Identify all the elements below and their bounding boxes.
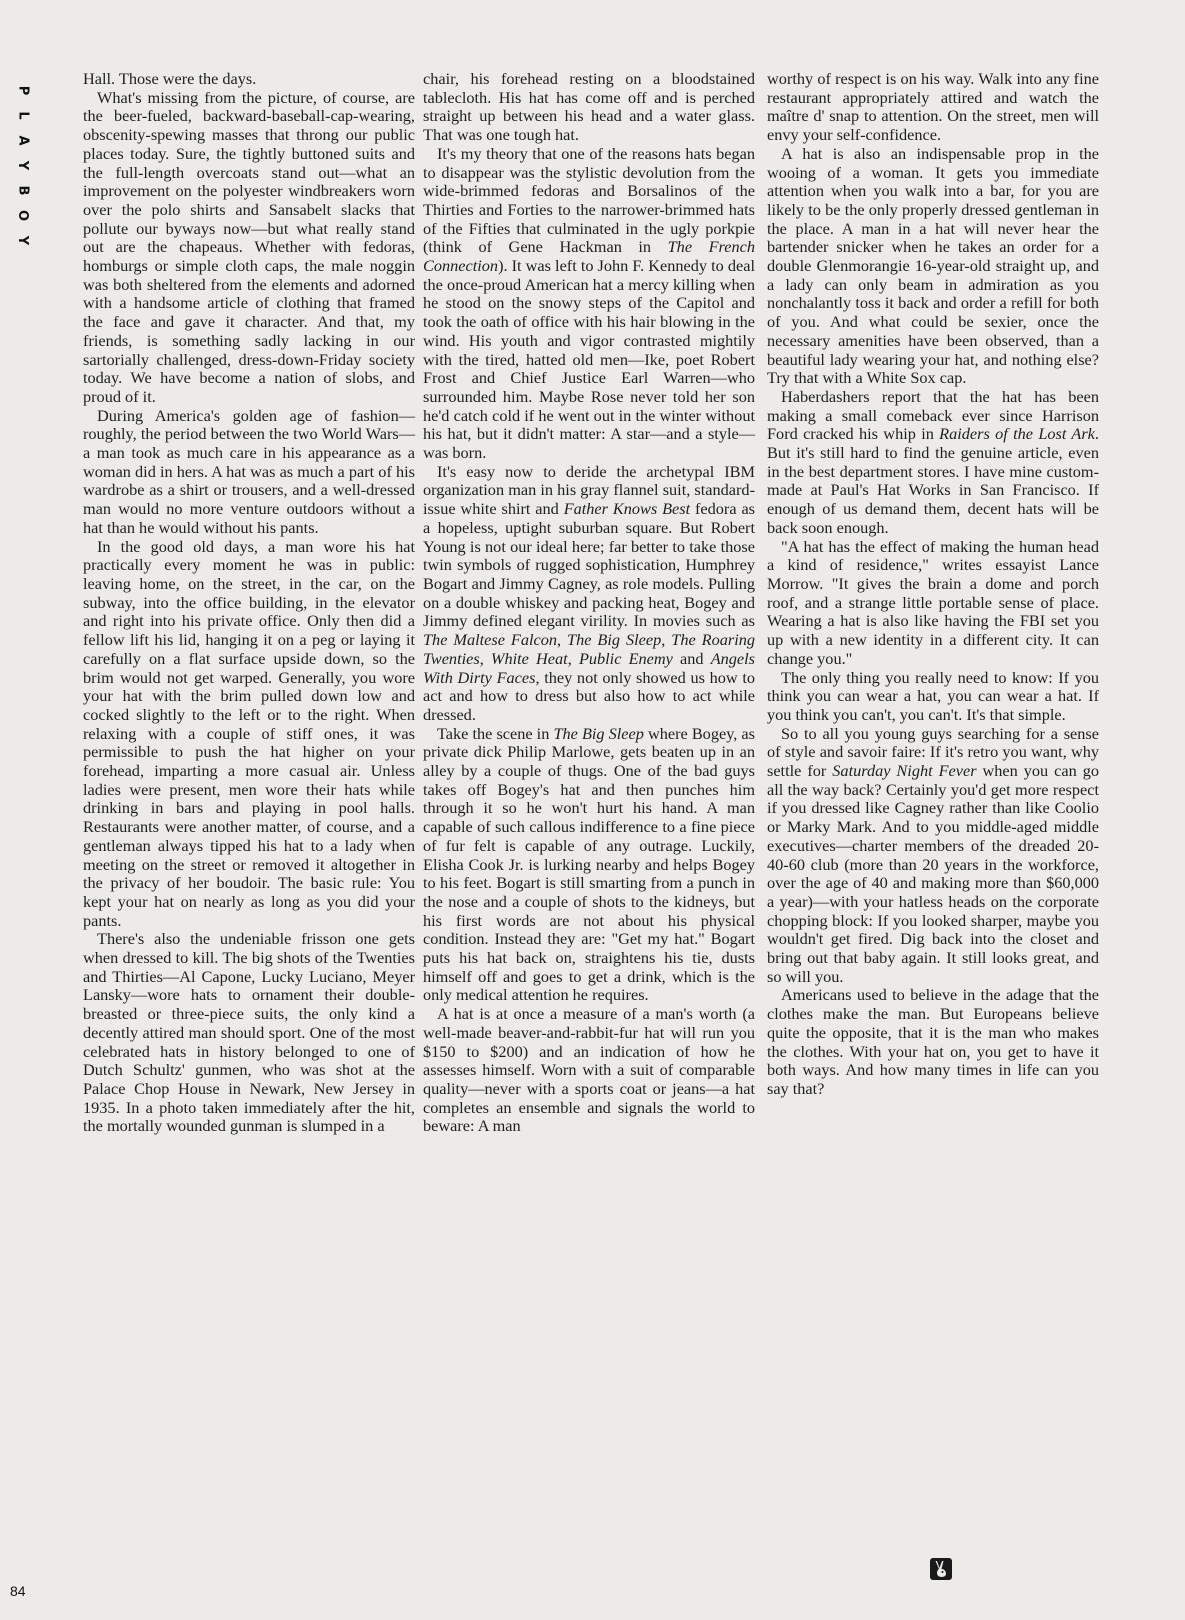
text-run: During America's golden age of fashion—roughly, the period between the two World Wars—a man took as much care in his appearance as a woman did in hers. A hat was as much a part of his wardrobe as a shirt or trousers, and a well-dressed man would no more venture outdoors without a hat than he would without his pants.: [83, 405, 415, 537]
italic-title: The Roaring Twenties: [423, 630, 756, 668]
italic-title: The Maltese Falcon: [423, 630, 557, 650]
italic-title: Public Enemy: [578, 648, 673, 668]
text-column-3: [767, 70, 1099, 1099]
italic-title: The French Connection: [423, 237, 756, 276]
article-paragraph: [767, 388, 1099, 538]
italic-title: Raiders of the Lost Ark: [939, 424, 1095, 444]
text-run: ,: [567, 648, 579, 668]
rabbit-head-icon: [930, 1558, 952, 1580]
article-paragraph: [423, 70, 755, 145]
text-run: It's easy now to deride the archetypal IBM organization man in his gray flannel suit, standard-issue white shirt and: [423, 461, 755, 519]
masthead-letter: O: [15, 209, 31, 222]
masthead-letter: A: [15, 135, 31, 146]
text-run: , they not only showed us how to act and how to dress but also how to act while dressed.: [423, 667, 756, 724]
article-paragraph: [83, 89, 415, 407]
article-paragraph: [767, 145, 1099, 388]
italic-title: White Heat: [490, 648, 568, 668]
article-paragraph: [423, 463, 755, 725]
text-column-1: [83, 70, 415, 1136]
italic-title: Saturday Night Fever: [832, 761, 977, 781]
article-paragraph: [423, 145, 755, 463]
article-paragraph: [423, 1005, 755, 1136]
italic-title: Father Knows Best: [563, 499, 691, 519]
article-paragraph: [767, 725, 1099, 987]
italic-title: The Big Sleep: [567, 630, 662, 650]
article-paragraph: [767, 70, 1099, 145]
text-run: In the good old days, a man wore his hat practically every moment he was in public: leaving home, on the street, in the car, on the subway, into the office building, in the elevator and right into his private office. Only then did a fellow lift his lid, hanging it on a peg or laying it carefully on a flat surface upside down, so the brim would not get warped. Generally, you wore your hat with the brim pulled down low and cocked slightly to the left or to the right. When relaxing with a couple of stiff ones, it was permissible to push the hat higher on your forehead, imparting a more casual air. Unless ladies were present, men wore their hats while drinking in bars and playing in pool halls. Restaurants were another matter, of course, and a gentleman always tipped his hat to a lady when meeting on the street or removed it altogether in the privacy of her boudoir. The basic rule: You kept your hat on nearly as long as you did your pants.: [83, 536, 415, 930]
text-run: It's my theory that one of the reasons hats began to disappear was the stylistic devolution from the wide-brimmed fedoras and Borsalinos of the Thirties and Forties to the narrower-brimmed hats of the Fifties that culminated in the ugly porkpie (think of Gene Hackman in: [423, 143, 755, 257]
masthead-letter: Y: [15, 235, 31, 246]
text-run: There's also the undeniable frisson one gets when dressed to kill. The big shots of the Twenties and Thirties—Al Capone, Lucky Luciano, Meyer Lansky—wore hats to ornament their double-breasted or three-piece suits, the only kind a decently attired man should sport. One of the most celebrated hats in history belonged to one of Dutch Schultz' gunmen, who was shot at the Palace Chop House in Newark, New Jersey in 1935. In a photo taken immediately after the hit, the mortally wounded gunman is slumped in a: [83, 929, 415, 1136]
text-run: and: [672, 648, 711, 668]
text-run: . But it's still hard to find the genuine article, even in the best department stores. I have mine custom-made at Paul's Hat Works in San Francisco. If enough of us demand them, decent hats will be back soon enough.: [767, 424, 1099, 537]
text-run: Haberdashers report that the hat has been making a small comeback ever since Harrison Ford cracked his whip in: [767, 386, 1099, 444]
article-paragraph: [83, 407, 415, 538]
page-number: 84: [10, 1583, 26, 1599]
masthead-letter: Y: [15, 160, 31, 171]
masthead-letter: L: [15, 111, 31, 120]
text-run: ,: [661, 630, 672, 650]
text-run: "A hat has the effect of making the human head a kind of residence," writes essayist Lance Morrow. "It gives the brain a dome and porch roof, and a strange little portable sense of place. Wearing a hat is also like having the FBI set you up with a new identity in a different city. It can change you.": [767, 536, 1099, 668]
italic-title: The Big Sleep: [553, 723, 644, 743]
magazine-masthead: [4, 78, 30, 253]
text-run: ,: [557, 630, 568, 650]
article-paragraph: [767, 986, 1099, 1098]
text-column-2: [423, 70, 755, 1136]
text-run: chair, his forehead resting on a bloodstained tablecloth. His hat has come off and is perched straight up between his head and a water glass. That was one tough hat.: [423, 69, 755, 145]
text-run: ,: [479, 648, 491, 668]
text-run: Hall. Those were the days.: [83, 69, 257, 88]
text-run: Americans used to believe in the adage that the clothes make the man. But Europeans believe quite the opposite, that it is the man who makes the clothes. With your hat on, you get to have it both ways. And how many times in life can you say that?: [767, 985, 1099, 1098]
masthead-letter: B: [15, 185, 31, 196]
article-paragraph: [83, 930, 415, 1136]
masthead-letter: P: [15, 85, 31, 96]
text-run: when you can go all the way back? Certainly you'd get more respect if you dressed like Cagney rather than like Coolio or Marky Mark. And to you middle-aged middle executives—charter members of the dreaded 20-40-60 club (more than 20 years in the workforce, over the age of 40 and making more than $60,000 a year)—with your hatless heads on the corporate chopping block: If you looked sharper, maybe you wouldn't get fired. Dig back into the closet and bring out that baby again. It still looks great, and so will you.: [767, 761, 1099, 986]
article-paragraph: [767, 538, 1099, 669]
text-run: Take the scene in: [437, 723, 554, 743]
text-run: worthy of respect is on his way. Walk into any fine restaurant appropriately attired and watch the maître d' snap to attention. On the street, men will envy your self-confidence.: [767, 69, 1099, 145]
text-run: ). It was left to John F. Kennedy to deal the once-proud American hat a mercy killing when he stood on the snowy steps of the Capitol and took the oath of office with his hair blowing in the wind. His youth and vigor contrasted mightily with the tired, hatted old men—Ike, poet Robert Frost and Chief Justice Earl Warren—who surrounded him. Maybe Rose never told her son he'd catch cold if he went out in the winter without his hat, but it didn't matter: A star—and a style—was born.: [423, 256, 755, 463]
text-run: A hat is at once a measure of a man's worth (a well-made beaver-and-rabbit-fur hat will run you $150 to $200) and an indication of how he assesses himself. Worn with a suit of comparable quality—never with a sports coat or jeans—a hat completes an ensemble and signals the world to beware: A man: [423, 1004, 755, 1136]
article-paragraph: [423, 725, 755, 1006]
article-paragraph: [83, 70, 415, 89]
text-run: What's missing from the picture, of course, are the beer-fueled, backward-baseball-cap-wearing, obscenity-spewing masses that throng our public places today. Sure, the tightly buttoned suits and the full-length overcoats stand out—what an improvement on the polyester windbreakers worn over the polo shirts and Sansabelt slacks that pollute our byways now—but what really stand out are the chapeaus. Whether with fedoras, homburgs or simple cloth caps, the male noggin was both sheltered from the elements and adorned with a handsome article of clothing that framed the face and gave it character. And that, my friends, is something sadly lacking in our sartorially challenged, dress-down-Friday society today. We have become a nation of slobs, and proud of it.: [83, 87, 415, 406]
italic-title: Angels With Dirty Faces: [423, 648, 756, 687]
article-paragraph: [767, 669, 1099, 725]
article-paragraph: [83, 538, 415, 931]
text-run: So to all you young guys searching for a sense of style and savoir faire: If it's retro you want, why settle for: [767, 723, 1099, 781]
text-run: fedora as a hopeless, uptight suburban square. But Robert Young is not our ideal here; far better to take those twin symbols of rugged sophistication, Humphrey Bogart and Jimmy Cagney, as role models. Pulling on a double whiskey and packing heat, Bogey and Jimmy defined elegant virility. In movies such as: [423, 499, 756, 631]
text-run: A hat is also an indispensable prop in the wooing of a woman. It gets you immediate attention when you walk into a bar, for you are likely to be the only properly dressed gentleman in the place. A man in a hat will never hear the bartender snicker when he takes an order for a double Glenmorangie 16-year-old straight up, and a lady can only beam in admiration as you nonchalantly toss it back and order a refill for both of you. And what could be sexier, once the necessary amenities have been observed, than a beautiful lady wearing your hat, and nothing else? Try that with a White Sox cap.: [767, 143, 1099, 388]
text-run: where Bogey, as private dick Philip Marlowe, gets beaten up in an alley by a couple of thugs. One of the bad guys takes off Bogey's hat and then punches him through it so he won't hurt his hand. A man capable of such callous indifference to a fine piece of fur felt is capable of any outrage. Luckily, Elisha Cook Jr. is lurking nearby and helps Bogey to his feet. Bogart is still smarting from a punch in the nose and a couple of shots to the kidneys, but his first words are not about his physical condition. Instead they are: "Get my hat." Bogart puts his hat back on, straightens his tie, dusts himself off and goes to get a drink, which is the only medical attention he requires.: [423, 723, 755, 1005]
text-run: The only thing you really need to know: If you think you can wear a hat, you can wear a hat. If you think you can't, you can't. It's that simple.: [767, 667, 1099, 724]
